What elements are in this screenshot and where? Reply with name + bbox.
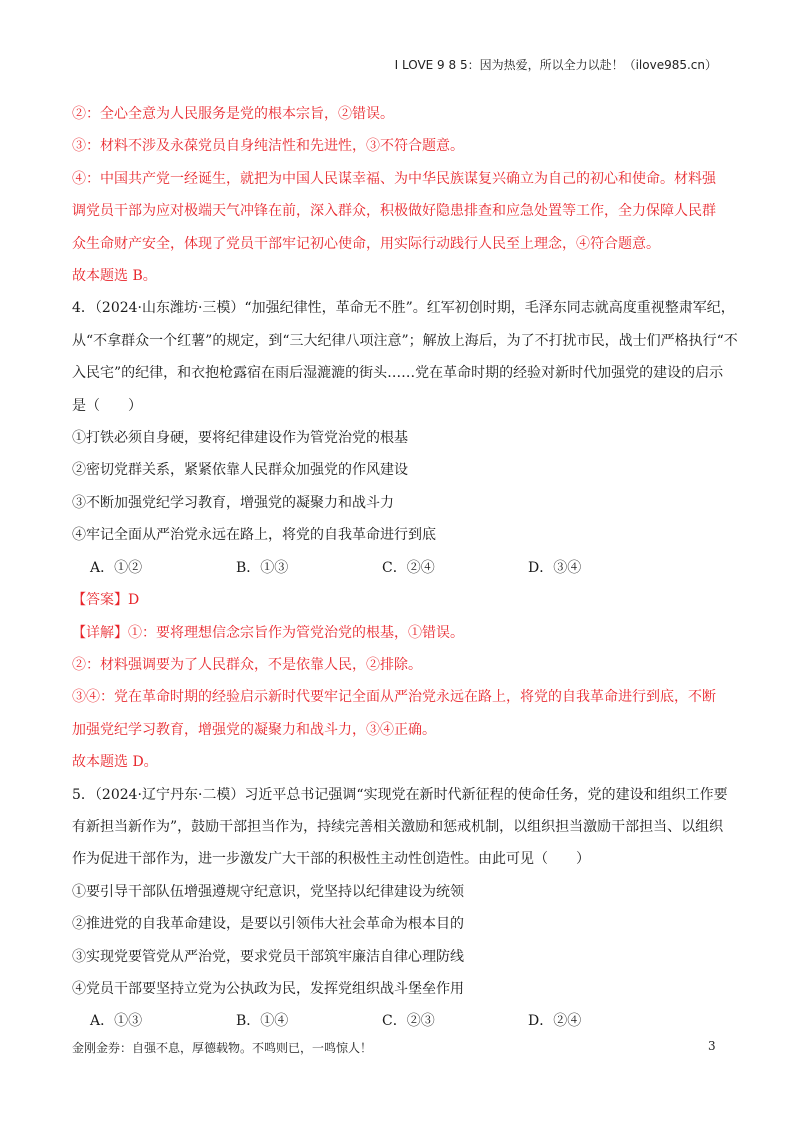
explanation-line: 加强党纪学习教育，增强党的凝聚力和战斗力，③④正确。 <box>72 721 436 738</box>
explanation-line: 调党员干部为应对极端天气冲锋在前，深入群众，积极做好隐患排查和应急处置等工作，全力保障人民群 <box>72 203 716 220</box>
question-4 <box>72 292 738 778</box>
option-a: A．①② <box>90 559 143 576</box>
question-5 <box>72 779 728 1038</box>
option-c: C．②④ <box>382 559 435 576</box>
explanation-line: 众生命财产安全，体现了党员干部牢记初心使命，用实际行动践行人民至上理念，④符合题意。 <box>72 235 660 252</box>
question-stem-line: 入民宅”的纪律，和衣抱枪露宿在雨后湿漉漉的街头……党在革命时期的经验对新时代加强党的建设的启示 <box>72 365 724 382</box>
option-a: A．①③ <box>90 1013 143 1030</box>
conclusion: 故本题选 B。 <box>72 268 157 285</box>
explanation-line: ②：全心全意为人民服务是党的根本宗旨，②错误。 <box>72 106 394 122</box>
answer-key: 【答案】D <box>72 592 140 609</box>
page-content <box>72 98 738 1038</box>
question-stem-line: 是（ ） <box>72 397 142 414</box>
q3-explanation-tail <box>72 98 722 292</box>
statement: ③不断加强党纪学习教育，增强党的凝聚力和战斗力 <box>72 494 394 511</box>
option-b: B．①③ <box>236 559 289 576</box>
statement: ②推进党的自我革命建设，是要以引领伟大社会革命为根本目的 <box>72 916 464 933</box>
question-stem-line: 作为促进干部作为，进一步激发广大干部的积极性主动性创造性。由此可见（ ） <box>72 851 590 868</box>
explanation-line: ③④：党在革命时期的经验启示新时代要牢记全面从严治党永远在路上，将党的自我革命进行到底，不断 <box>72 689 716 706</box>
explanation-line: ③：材料不涉及永葆党员自身纯洁性和先进性，③不符合题意。 <box>72 138 464 155</box>
question-stem-line: 从“不拿群众一个红薯”的规定，到“三大纪律八项注意”；解放上海后，为了不打扰市民，战士们严格执行“不 <box>72 332 738 349</box>
answer-options <box>72 552 722 584</box>
option-d: D．③④ <box>528 559 582 576</box>
page-header: I LOVE 9 8 5：因为热爱，所以全力以赴！（ilove985.cn） <box>394 58 717 72</box>
statement: ①要引导干部队伍增强遵规守纪意识，党坚持以纪律建设为统领 <box>72 883 464 900</box>
explanation-line: 【详解】①：要将理想信念宗旨作为管党治党的根基，①错误。 <box>72 624 464 641</box>
statement: ③实现党要管党从严治党，要求党员干部筑牢廉洁自律心理防线 <box>72 948 464 965</box>
question-stem-line: 5．（2024·辽宁丹东·二模）习近平总书记强调“实现党在新时代新征程的使命任务，党的建设和组织工作要 <box>72 786 728 803</box>
statement: ②密切党群关系，紧紧依靠人民群众加强党的作风建设 <box>72 462 408 479</box>
explanation-line: ②：材料强调要为了人民群众，不是依靠人民，②排除。 <box>72 656 422 673</box>
option-d: D．②④ <box>528 1013 582 1030</box>
option-c: C．②③ <box>382 1013 435 1030</box>
statement: ④牢记全面从严治党永远在路上，将党的自我革命进行到底 <box>72 527 436 544</box>
question-stem-line: 有新担当新作为”，鼓励干部担当作为，持续完善相关激励和惩戒机制，以组织担当激励干部担当、以组织 <box>72 818 724 835</box>
statement: ①打铁必须自身硬，要将纪律建设作为管党治党的根基 <box>72 430 408 447</box>
explanation-line: ④：中国共产党一经诞生，就把为中国人民谋幸福、为中华民族谋复兴确立为自己的初心和使命。材料强 <box>72 170 716 187</box>
conclusion: 故本题选 D。 <box>72 754 158 771</box>
question-stem-line: 4．（2024·山东潍坊·三模）“加强纪律性，革命无不胜”。红军初创时期，毛泽东同志就高度重视整肃军纪， <box>72 300 735 317</box>
statement: ④党员干部要坚持立党为公执政为民，发挥党组织战斗堡垒作用 <box>72 980 464 997</box>
option-b: B．①④ <box>236 1013 289 1030</box>
page-number: 3 <box>708 1039 716 1053</box>
answer-options <box>72 1005 722 1037</box>
footer-motto: 金刚金券：自强不息，厚德载物。不鸣则已，一鸣惊人！ <box>72 1041 373 1055</box>
